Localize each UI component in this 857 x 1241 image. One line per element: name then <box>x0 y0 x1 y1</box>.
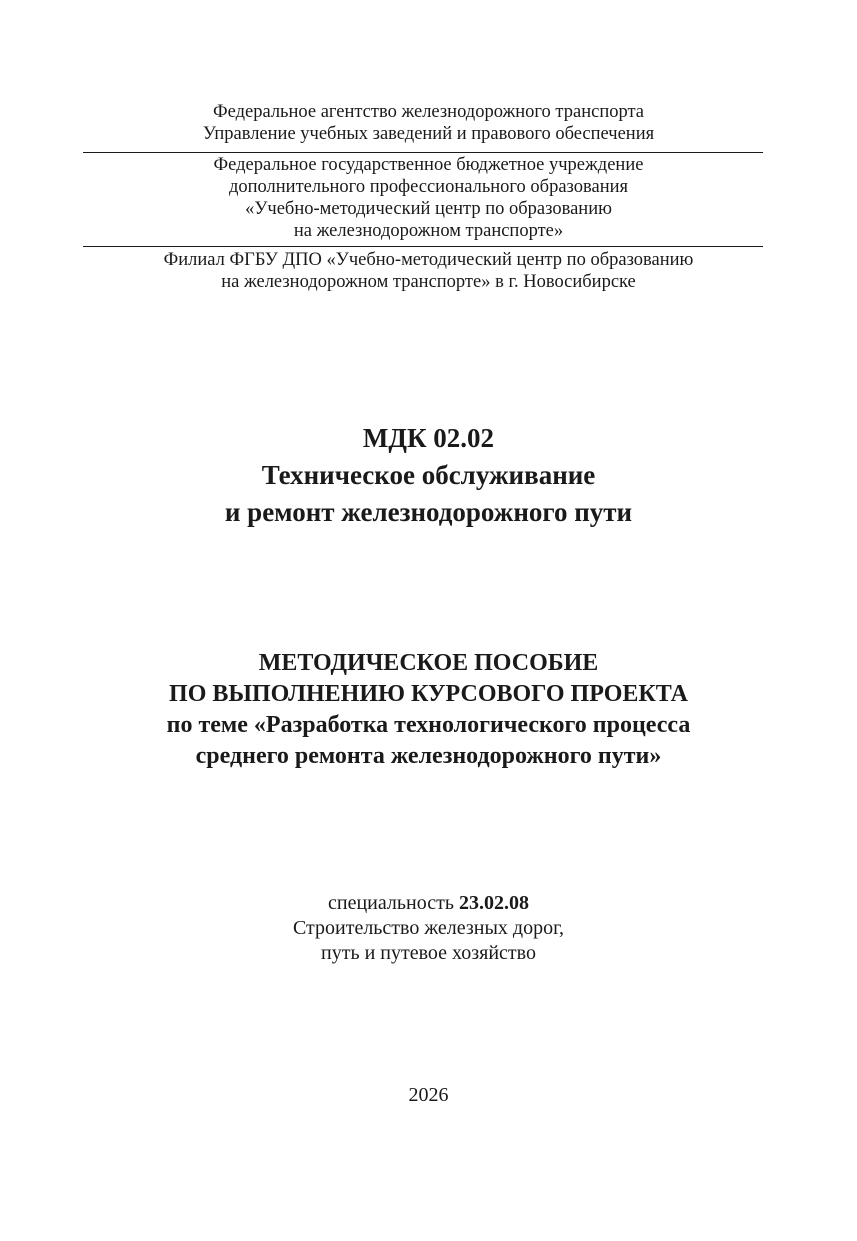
header-divider-top <box>83 152 763 153</box>
course-code: МДК 02.02 <box>362 423 495 453</box>
agency-department: Управление учебных заведений и правового обеспечения <box>202 124 655 144</box>
manual-title <box>0 648 857 772</box>
specialty-info <box>0 891 857 966</box>
branch-line: Филиал ФГБУ ДПО «Учебно-методический центр по образованию <box>163 250 694 270</box>
agency-name: Федеральное агентство железнодорожного транспорта <box>212 102 644 122</box>
institution-line: на железнодорожном транспорте» <box>293 221 564 241</box>
manual-topic-line: среднего ремонта железнодорожного пути» <box>195 743 662 769</box>
institution-header <box>0 154 857 242</box>
publication-year: 2026 <box>408 1084 449 1106</box>
branch-header <box>0 249 857 293</box>
specialty-label: специальность <box>328 892 459 914</box>
agency-header <box>0 101 857 145</box>
course-title-line: и ремонт железнодорожного пути <box>224 497 633 527</box>
institution-line: дополнительного профессионального образования <box>228 177 629 197</box>
manual-topic-line: по теме «Разработка технологического процесса <box>166 712 691 738</box>
course-title-line: Техническое обслуживание <box>261 460 596 490</box>
institution-line: «Учебно-методический центр по образованию <box>245 199 612 219</box>
specialty-name-line: Строительство железных дорог, <box>292 917 565 939</box>
specialty-name-line: путь и путевое хозяйство <box>321 942 536 964</box>
specialty-line <box>0 891 857 916</box>
specialty-code: 23.02.08 <box>458 892 529 914</box>
course-title <box>0 420 857 531</box>
manual-title-line: МЕТОДИЧЕСКОЕ ПОСОБИЕ <box>258 650 599 676</box>
institution-line: Федеральное государственное бюджетное учреждение <box>213 155 644 175</box>
header-divider-bottom <box>83 246 763 247</box>
branch-line: на железнодорожном транспорте» в г. Новосибирске <box>221 272 636 292</box>
manual-title-line: ПО ВЫПОЛНЕНИЮ КУРСОВОГО ПРОЕКТА <box>169 681 688 707</box>
